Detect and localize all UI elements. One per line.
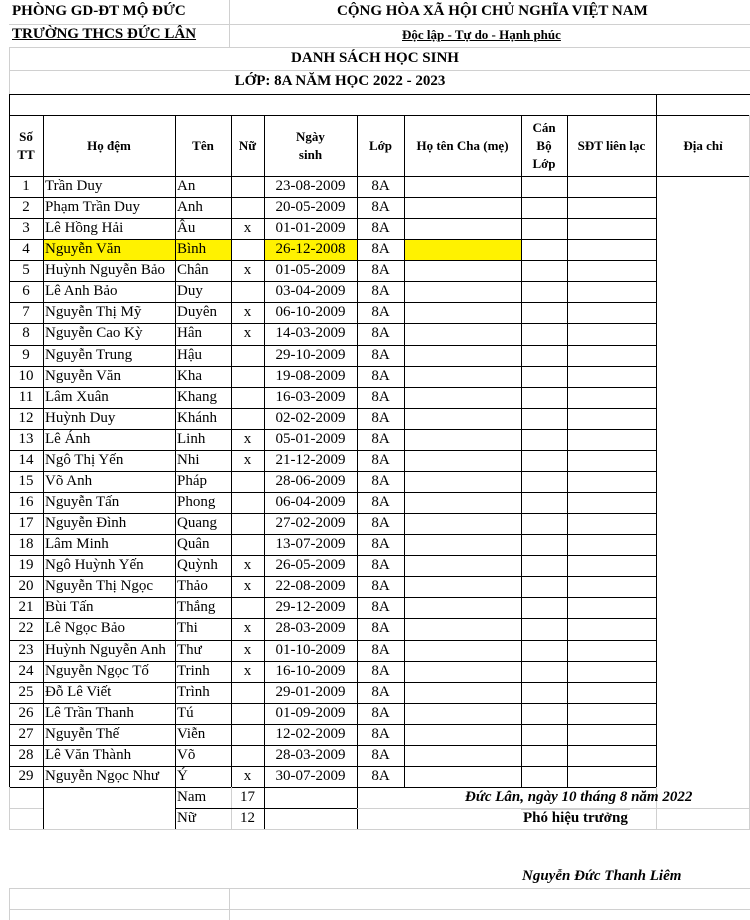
cell-lop: 8A	[371, 409, 390, 426]
cell-ten: Linh	[177, 430, 206, 447]
cell-stt: 1	[22, 178, 30, 194]
cell-ngay-sinh: 30-07-2009	[275, 767, 346, 784]
cell-lop: 8A	[371, 367, 390, 384]
cell-lop: 8A	[371, 388, 390, 405]
cell-stt: 11	[18, 388, 34, 405]
cell-lop: 8A	[371, 767, 390, 784]
cell-ten: Trình	[177, 683, 210, 700]
cell-stt: 16	[18, 494, 34, 511]
cell-ten: Viễn	[177, 725, 206, 742]
cell-stt: 17	[18, 515, 34, 532]
cell-ho-dem: Nguyễn Thị Ngọc	[45, 578, 154, 595]
cell-ngay-sinh: 23-08-2009	[275, 178, 346, 194]
cell-ngay-sinh: 06-10-2009	[275, 304, 346, 321]
cell-ho-dem: Ngô Huỳnh Yến	[45, 557, 144, 574]
cell-stt: 7	[22, 304, 30, 321]
cell-stt: 24	[18, 662, 34, 679]
cell-stt: 27	[18, 725, 34, 742]
cell-nu	[231, 345, 264, 366]
cell-lop: 8A	[371, 262, 390, 279]
cell-ngay-sinh: 01-09-2009	[275, 704, 346, 721]
cell-ten: Duyên	[177, 304, 217, 321]
cell-lop: 8A	[371, 472, 390, 489]
cell-ten: Tú	[177, 704, 194, 721]
cell-nu: x	[243, 220, 252, 237]
cell-ho-dem: Nguyễn Văn	[45, 367, 121, 384]
cell-ho-dem: Huỳnh Nguyễn Anh	[45, 641, 166, 658]
cell-ngay-sinh: 01-10-2009	[275, 641, 346, 658]
cell-ngay-sinh: 29-01-2009	[275, 683, 346, 700]
col-header-ho-dem: Họ đệm	[87, 137, 131, 153]
cell-lop: 8A	[371, 178, 390, 194]
nation-title: CỘNG HÒA XÃ HỘI CHỦ NGHĨA VIỆT NAM	[337, 3, 648, 19]
col-header-nu: Nữ	[238, 137, 257, 153]
cell-nu: x	[243, 767, 252, 784]
cell-ten: Thi	[177, 620, 198, 637]
cell-nu	[231, 408, 264, 429]
cell-nu	[231, 197, 264, 218]
cell-nu: x	[243, 641, 252, 658]
summary-nam-label: Nam	[177, 789, 207, 806]
cell-ngay-sinh: 28-03-2009	[275, 746, 346, 763]
cell-lop: 8A	[371, 283, 390, 300]
cell-ten: Duy	[177, 283, 203, 300]
cell-ten: Thư	[177, 641, 202, 658]
cell-ho-dem: Nguyễn Trung	[45, 346, 133, 363]
cell-stt: 21	[18, 599, 34, 616]
cell-ho-dem: Nguyễn Văn	[45, 241, 121, 258]
cell-stt: 5	[22, 262, 30, 279]
cell-nu	[231, 682, 264, 703]
cell-ngay-sinh: 28-06-2009	[275, 472, 346, 489]
cell-stt: 20	[18, 578, 34, 595]
cell-ngay-sinh: 12-02-2009	[275, 725, 346, 742]
cell-ten: Pháp	[177, 472, 207, 489]
cell-nu	[231, 513, 264, 534]
doc-subtitle: LỚP: 8A NĂM HỌC 2022 - 2023	[234, 73, 446, 89]
cell-ho-dem: Lâm Minh	[45, 536, 109, 553]
cell-ho-dem: Nguyễn Đình	[45, 515, 127, 532]
cell-ngay-sinh: 20-05-2009	[275, 199, 346, 216]
cell-ngay-sinh: 29-12-2009	[275, 599, 346, 616]
cell-ten: Chân	[177, 262, 209, 279]
cell-ho-dem: Nguyễn Ngọc Tố	[45, 662, 149, 679]
cell-ten: Thảo	[177, 578, 208, 595]
cell-stt: 2	[22, 199, 30, 216]
cell-ho-dem: Võ Anh	[45, 472, 93, 489]
cell-lop: 8A	[371, 704, 390, 721]
cell-ngay-sinh: 22-08-2009	[275, 578, 346, 595]
cell-lop: 8A	[371, 620, 390, 637]
cell-ngay-sinh: 13-07-2009	[275, 536, 346, 553]
cell-ho-dem: Nguyễn Cao Kỳ	[45, 325, 143, 342]
cell-ho-dem: Nguyễn Ngọc Như	[45, 767, 159, 784]
cell-stt: 29	[18, 767, 34, 784]
cell-stt: 10	[18, 367, 34, 384]
cell-lop: 8A	[371, 578, 390, 595]
cell-lop: 8A	[371, 451, 390, 468]
place-date: Đức Lân, ngày 10 tháng 8 năm 2022	[465, 789, 693, 805]
cell-lop: 8A	[371, 304, 390, 321]
cell-nu	[231, 492, 264, 513]
cell-nu	[231, 597, 264, 618]
cell-nu: x	[243, 578, 252, 595]
cell-ten: Phong	[177, 494, 216, 511]
cell-ho-dem: Huỳnh Duy	[45, 409, 116, 426]
cell-stt: 18	[18, 536, 34, 553]
cell-ten: An	[177, 178, 196, 194]
cell-ho-dem: Ngô Thị Yến	[45, 451, 124, 468]
cell-ho-dem: Lê Hồng Hải	[45, 220, 124, 237]
cell-stt: 25	[18, 683, 34, 700]
cell-ngay-sinh: 27-02-2009	[275, 515, 346, 532]
school-name: TRƯỜNG THCS ĐỨC LÂN	[12, 26, 197, 42]
cell-ten: Trinh	[177, 662, 210, 679]
cell-lop: 8A	[371, 662, 390, 679]
cell-ho-dem: Lê Văn Thành	[45, 746, 132, 763]
cell-ten: Võ	[177, 746, 196, 763]
cell-nu: x	[243, 620, 252, 637]
cell-nu	[231, 534, 264, 555]
cell-nu: x	[243, 451, 252, 468]
cell-ho-dem: Lê Trần Thanh	[45, 704, 134, 721]
cell-ngay-sinh: 26-12-2008	[275, 241, 346, 258]
cell-nu	[231, 745, 264, 766]
cell-nu	[231, 471, 264, 492]
cell-ngay-sinh: 03-04-2009	[275, 283, 346, 300]
cell-ngay-sinh: 19-08-2009	[275, 367, 346, 384]
cell-ngay-sinh: 28-03-2009	[275, 620, 346, 637]
motto: Độc lập - Tự do - Hạnh phúc	[402, 27, 561, 42]
signer-name: Nguyễn Đức Thanh Liêm	[522, 868, 682, 884]
cell-lop: 8A	[371, 725, 390, 742]
cell-lop: 8A	[371, 199, 390, 216]
signer-role: Phó hiệu trưởng	[523, 810, 628, 826]
cell-lop: 8A	[371, 683, 390, 700]
cell-ngay-sinh: 29-10-2009	[275, 346, 346, 363]
summary-nam-count: 17	[240, 789, 255, 806]
doc-title: DANH SÁCH HỌC SINH	[291, 50, 459, 66]
cell-lop: 8A	[371, 325, 390, 342]
cell-stt: 9	[22, 346, 30, 363]
col-header-sdt: SĐT liên lạc	[577, 137, 646, 153]
cell-nu	[231, 387, 264, 408]
cell-stt: 3	[22, 220, 30, 237]
cell-ten: Thắng	[177, 599, 216, 616]
cell-nu	[231, 176, 264, 197]
cell-lop: 8A	[371, 241, 390, 258]
col-header-lop: Lớp	[368, 137, 393, 153]
col-header-ngay-sinh: Ngày sinh	[296, 128, 325, 162]
cell-ho-dem: Huỳnh Nguyễn Bảo	[45, 262, 165, 279]
cell-ho-dem: Lâm Xuân	[45, 388, 109, 405]
cell-nu: x	[243, 325, 252, 342]
cell-ho-dem: Nguyễn Tấn	[45, 494, 120, 511]
cell-ngay-sinh: 01-01-2009	[275, 220, 346, 237]
cell-ngay-sinh: 01-05-2009	[275, 262, 346, 279]
cell-ngay-sinh: 16-10-2009	[275, 662, 346, 679]
cell-ten: Quang	[177, 515, 217, 532]
cell-nu	[231, 703, 264, 724]
cell-lop: 8A	[371, 346, 390, 363]
cell-stt: 28	[18, 746, 34, 763]
cell-ho-dem: Phạm Trần Duy	[45, 199, 141, 216]
cell-ten: Âu	[177, 220, 196, 237]
cell-lop: 8A	[371, 494, 390, 511]
cell-stt: 23	[18, 641, 34, 658]
cell-lop: 8A	[371, 515, 390, 532]
cell-stt: 8	[22, 325, 30, 342]
col-header-phu-huynh: Họ tên Cha (mẹ)	[416, 137, 509, 153]
cell-nu	[231, 281, 264, 302]
cell-ngay-sinh: 26-05-2009	[275, 557, 346, 574]
cell-lop: 8A	[371, 220, 390, 237]
cell-ten: Bình	[177, 241, 207, 258]
cell-ten: Ý	[177, 767, 188, 784]
col-header-dia-chi: Địa chỉ	[683, 137, 723, 153]
cell-stt: 6	[22, 283, 30, 300]
cell-ho-dem: Nguyễn Thị Mỹ	[45, 304, 142, 321]
cell-ten: Nhi	[177, 451, 200, 468]
cell-nu	[231, 724, 264, 745]
col-header-can-bo: Cán Bộ Lớp	[532, 119, 556, 171]
cell-nu	[231, 239, 264, 260]
cell-stt: 22	[18, 620, 34, 637]
cell-ho-dem: Lê Ngọc Bảo	[45, 620, 125, 637]
cell-ngay-sinh: 02-02-2009	[275, 409, 346, 426]
cell-ngay-sinh: 16-03-2009	[275, 388, 346, 405]
cell-stt: 19	[18, 557, 34, 574]
cell-ten: Khang	[177, 388, 217, 405]
cell-ho-dem: Nguyễn Thế	[45, 725, 120, 742]
cell-nu: x	[243, 430, 252, 447]
cell-ngay-sinh: 06-04-2009	[275, 494, 346, 511]
cell-ten: Quân	[177, 536, 210, 553]
cell-ten: Hân	[177, 325, 202, 342]
cell-ho-dem: Lê Ánh	[45, 430, 91, 447]
cell-stt: 12	[18, 409, 34, 426]
cell-ten: Anh	[177, 199, 203, 216]
cell-ngay-sinh: 21-12-2009	[275, 451, 346, 468]
cell-lop: 8A	[371, 641, 390, 658]
cell-ho-dem: Lê Anh Bảo	[45, 283, 118, 300]
cell-ten: Khánh	[177, 409, 217, 426]
cell-ten: Hậu	[177, 346, 202, 363]
cell-lop: 8A	[371, 746, 390, 763]
cell-ho-dem: Trần Duy	[45, 178, 103, 194]
cell-lop: 8A	[371, 599, 390, 616]
cell-stt: 26	[18, 704, 34, 721]
cell-ho-dem: Đỗ Lê Viết	[45, 683, 112, 700]
cell-ngay-sinh: 05-01-2009	[275, 430, 346, 447]
col-header-stt: Số TT	[17, 128, 35, 162]
cell-ten: Kha	[177, 367, 202, 384]
cell-nu	[231, 366, 264, 387]
col-header-ten: Tên	[192, 137, 214, 153]
cell-ngay-sinh: 14-03-2009	[275, 325, 346, 342]
cell-nu: x	[243, 304, 252, 321]
cell-stt: 15	[18, 472, 34, 489]
cell-stt: 4	[22, 241, 30, 258]
cell-lop: 8A	[371, 536, 390, 553]
cell-lop: 8A	[371, 557, 390, 574]
cell-ten: Quỳnh	[177, 557, 218, 574]
summary-nu-label: Nữ	[177, 810, 196, 827]
cell-ho-dem: Bùi Tấn	[45, 599, 94, 616]
dept-name: PHÒNG GD-ĐT MỘ ĐỨC	[12, 3, 186, 19]
summary-nu-count: 12	[240, 810, 255, 827]
cell-nu: x	[243, 262, 252, 279]
cell-lop: 8A	[371, 430, 390, 447]
cell-nu: x	[243, 662, 252, 679]
cell-nu: x	[243, 557, 252, 574]
cell-stt: 14	[18, 451, 34, 468]
cell-stt: 13	[18, 430, 34, 447]
